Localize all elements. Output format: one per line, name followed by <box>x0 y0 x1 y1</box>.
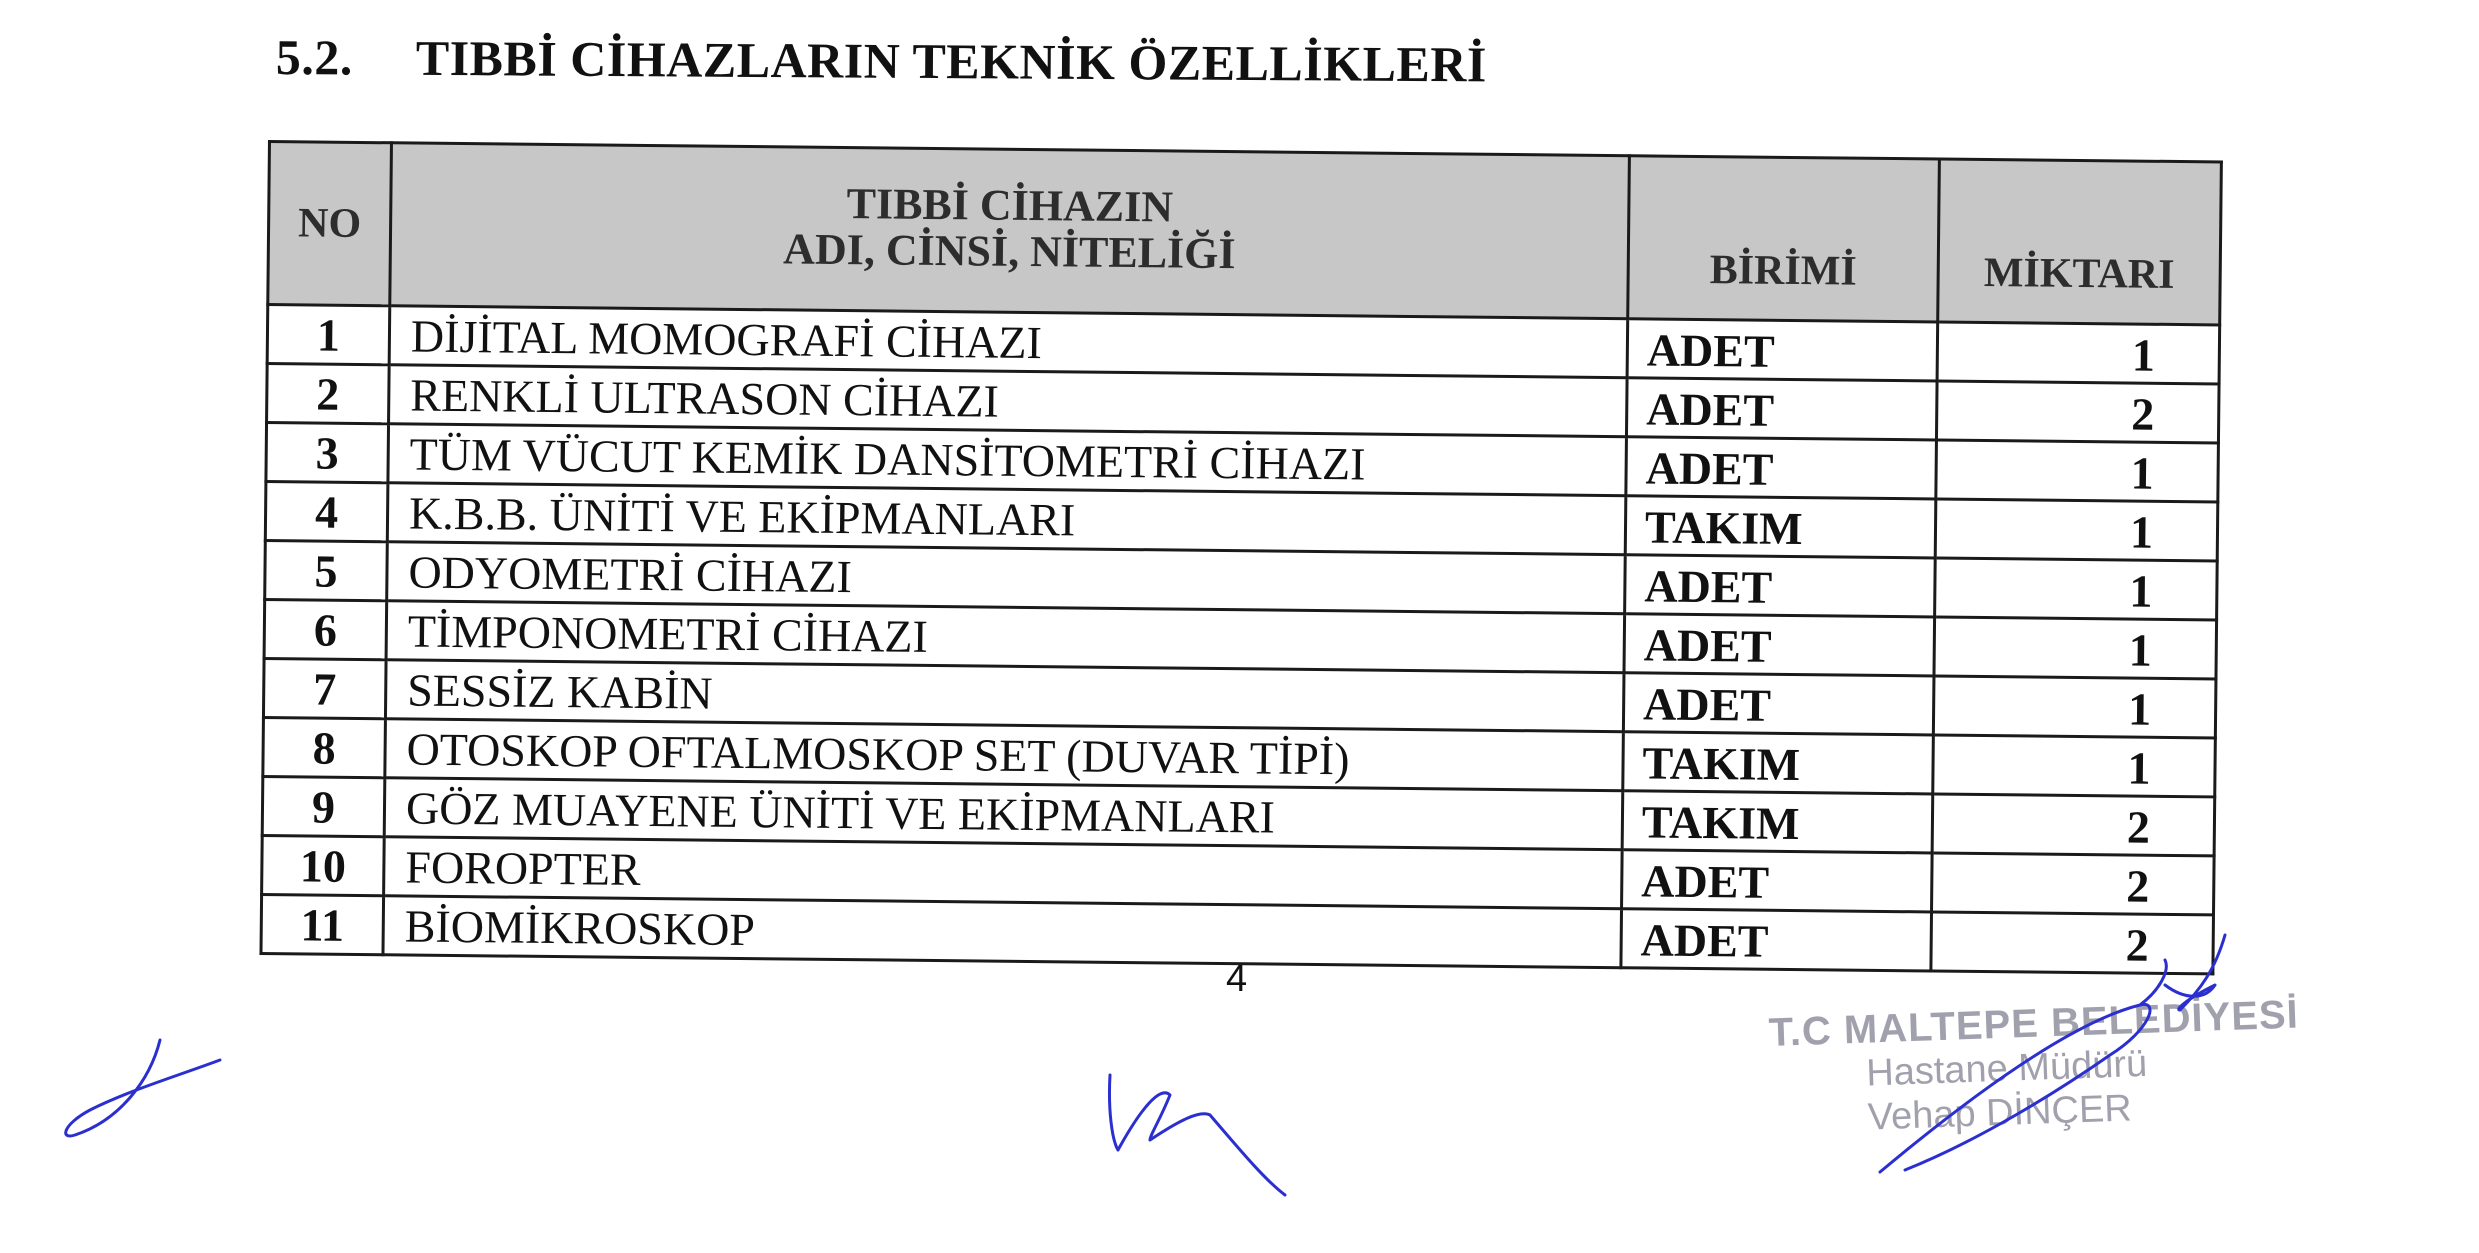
section-heading <box>276 28 1487 93</box>
header-qty: MİKTARI <box>1938 159 2222 325</box>
device-quantity: 1 <box>1934 617 2217 679</box>
device-quantity: 1 <box>1933 735 2216 797</box>
initials-center <box>1109 1075 1285 1195</box>
device-name: OTOSKOP OFTALMOSKOP SET (DUVAR TİPİ) <box>385 719 1624 791</box>
row-number: 9 <box>262 776 385 836</box>
device-name: SESSİZ KABİN <box>385 660 1624 732</box>
stamp-name: Vehap DİNÇER <box>1867 1087 2133 1139</box>
device-unit: TAKIM <box>1625 496 1936 558</box>
device-unit: ADET <box>1626 437 1937 499</box>
table-body <box>261 305 2220 974</box>
section-number: 5.2. <box>275 28 353 86</box>
device-unit: ADET <box>1623 673 1934 735</box>
device-name: RENKLİ ULTRASON CİHAZI <box>389 365 1628 437</box>
header-name-line2: ADI, CİNSİ, NİTELİĞİ <box>782 224 1236 279</box>
section-title: TIBBİ CİHAZLARIN TEKNİK ÖZELLİKLERİ <box>415 29 1488 93</box>
device-name: TÜM VÜCUT KEMİK DANSİTOMETRİ CİHAZI <box>388 424 1627 496</box>
device-unit: ADET <box>1624 614 1935 676</box>
device-unit: TAKIM <box>1622 791 1933 853</box>
row-number: 7 <box>263 658 386 718</box>
device-quantity: 2 <box>1932 853 2215 915</box>
device-unit: ADET <box>1622 850 1933 912</box>
device-quantity: 2 <box>1931 912 2214 974</box>
device-quantity: 2 <box>1936 381 2219 443</box>
official-stamp <box>1768 991 2303 1143</box>
row-number: 2 <box>267 364 390 424</box>
page-number: 4 <box>1226 958 1248 1000</box>
initials-left <box>66 1040 220 1136</box>
row-number: 3 <box>266 423 389 483</box>
stamp-title: Hastane Müdürü <box>1865 1042 2148 1095</box>
device-quantity: 2 <box>1932 794 2215 856</box>
row-number: 6 <box>264 599 387 659</box>
device-unit: ADET <box>1621 909 1932 971</box>
device-unit: ADET <box>1627 319 1938 381</box>
table-header-row <box>268 142 2222 325</box>
device-name: K.B.B. ÜNİTİ VE EKİPMANLARI <box>387 483 1626 555</box>
device-quantity: 1 <box>1937 322 2220 384</box>
device-name: TİMPONOMETRİ CİHAZI <box>386 601 1625 673</box>
device-unit: ADET <box>1626 378 1937 440</box>
equipment-table <box>259 140 2222 975</box>
row-number: 5 <box>265 540 388 600</box>
row-number: 1 <box>267 305 390 365</box>
device-quantity: 1 <box>1936 440 2219 502</box>
device-unit: TAKIM <box>1623 732 1934 794</box>
device-name: FOROPTER <box>384 837 1623 909</box>
device-name: GÖZ MUAYENE ÜNİTİ VE EKİPMANLARI <box>384 778 1623 850</box>
header-no: NO <box>268 142 392 306</box>
device-unit: ADET <box>1625 555 1936 617</box>
device-quantity: 1 <box>1935 558 2218 620</box>
row-number: 8 <box>263 717 386 777</box>
header-unit: BİRİMİ <box>1628 156 1940 322</box>
device-name: DİJİTAL MOMOGRAFİ CİHAZI <box>389 306 1628 378</box>
device-name: ODYOMETRİ CİHAZI <box>387 542 1626 614</box>
row-number: 10 <box>262 835 385 895</box>
header-name-line1: TIBBİ CİHAZIN <box>846 178 1174 232</box>
device-quantity: 1 <box>1933 676 2216 738</box>
row-number: 11 <box>261 894 384 954</box>
device-quantity: 1 <box>1935 499 2218 561</box>
stamp-institution: T.C MALTEPE BELEDİYESİ <box>1768 992 2300 1055</box>
row-number: 4 <box>265 481 388 541</box>
device-name: BİOMİKROSKOP <box>383 896 1622 968</box>
equipment-table-container <box>259 140 2222 975</box>
header-name <box>390 143 1630 319</box>
